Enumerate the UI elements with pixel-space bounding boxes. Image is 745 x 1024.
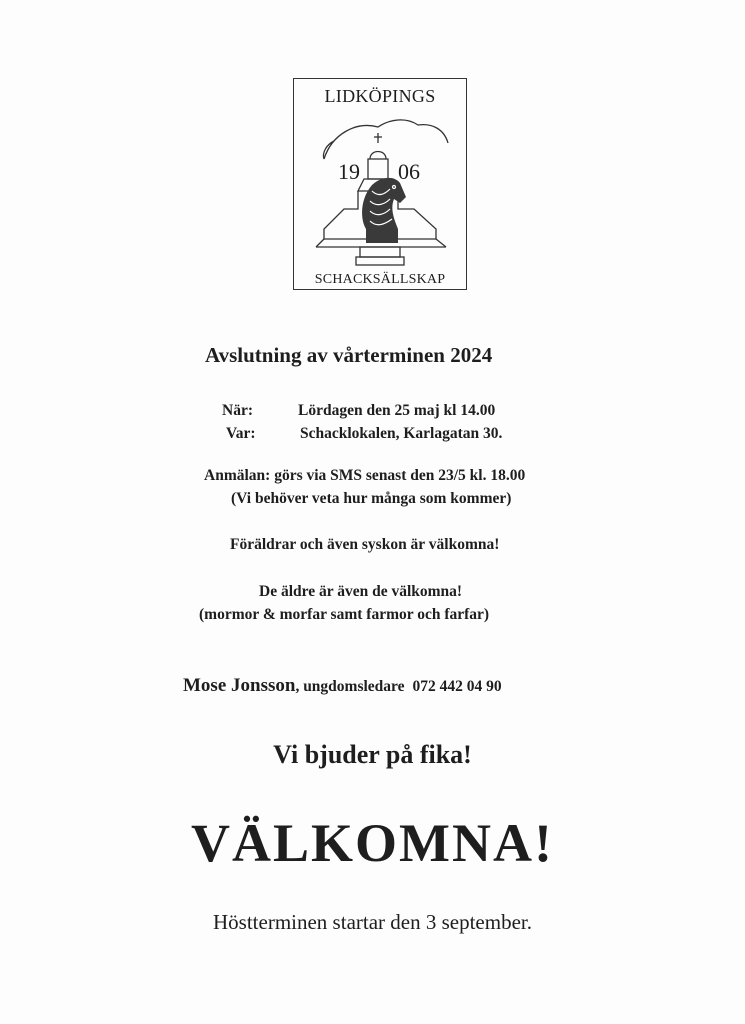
contact-line bbox=[183, 675, 502, 697]
when-label: När: bbox=[222, 402, 253, 419]
elders-line-2: (mormor & morfar samt farmor och farfar) bbox=[199, 606, 490, 623]
logo-top-text: LIDKÖPINGS bbox=[324, 86, 436, 106]
contact-phone: 072 442 04 90 bbox=[412, 678, 502, 695]
fika-line: Vi bjuder på fika! bbox=[273, 740, 472, 769]
contact-role: , ungdomsledare bbox=[295, 678, 405, 695]
signup-line-2: (Vi behöver veta hur många som kommer) bbox=[231, 490, 512, 507]
autumn-term-line: Höstterminen startar den 3 september. bbox=[213, 910, 532, 934]
welcome-heading: VÄLKOMNA! bbox=[191, 813, 554, 873]
parents-line: Föräldrar och även syskon är välkomna! bbox=[230, 536, 500, 553]
headline: Avslutning av vårterminen 2024 bbox=[205, 343, 493, 367]
where-label: Var: bbox=[226, 425, 256, 442]
church-knight-icon bbox=[294, 79, 468, 291]
club-logo bbox=[293, 78, 467, 290]
contact-name: Mose Jonsson bbox=[183, 675, 296, 696]
logo-year-right: 06 bbox=[398, 159, 420, 184]
signup-line-1: Anmälan: görs via SMS senast den 23/5 kl. 18.00 bbox=[204, 467, 526, 484]
logo-year-left: 19 bbox=[338, 159, 360, 184]
elders-line-1: De äldre är även de välkomna! bbox=[259, 583, 463, 600]
logo-bottom-text: SCHACKSÄLLSKAP bbox=[314, 272, 446, 287]
when-value: Lördagen den 25 maj kl 14.00 bbox=[298, 402, 496, 419]
where-value: Schacklokalen, Karlagatan 30. bbox=[300, 425, 503, 442]
